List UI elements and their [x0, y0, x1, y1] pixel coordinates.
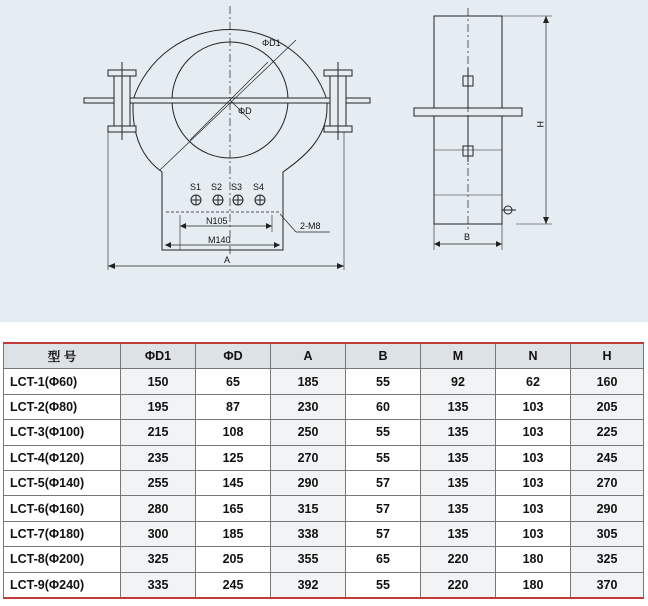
header-b: B [346, 343, 421, 369]
cell-phi-d1: 280 [121, 496, 196, 521]
table-row [4, 572, 644, 598]
header-phi-d1: ΦD1 [121, 343, 196, 369]
terminal-label-s1: S1 [190, 182, 202, 192]
cell-h: 160 [571, 369, 644, 394]
header-h: H [571, 343, 644, 369]
cell-m: 135 [421, 445, 496, 470]
table-row [4, 521, 644, 546]
cell-model: LCT-9(Φ240) [4, 572, 121, 598]
cell-phi-d1: 215 [121, 420, 196, 445]
cell-m: 135 [421, 521, 496, 546]
spec-table [3, 342, 644, 599]
table-row [4, 470, 644, 495]
cell-b: 65 [346, 547, 421, 572]
cell-h: 270 [571, 470, 644, 495]
cell-m: 135 [421, 420, 496, 445]
cell-a: 355 [271, 547, 346, 572]
cell-model: LCT-1(Φ60) [4, 369, 121, 394]
cell-model: LCT-7(Φ180) [4, 521, 121, 546]
cell-phi-d: 205 [196, 547, 271, 572]
cell-model: LCT-2(Φ80) [4, 394, 121, 419]
cell-phi-d: 145 [196, 470, 271, 495]
cell-phi-d: 185 [196, 521, 271, 546]
label-dim-h: H [535, 121, 545, 128]
cell-model: LCT-3(Φ100) [4, 420, 121, 445]
cell-n: 62 [496, 369, 571, 394]
cell-n: 103 [496, 496, 571, 521]
cell-phi-d1: 255 [121, 470, 196, 495]
cell-model: LCT-5(Φ140) [4, 470, 121, 495]
cell-a: 185 [271, 369, 346, 394]
cell-n: 103 [496, 470, 571, 495]
cell-a: 392 [271, 572, 346, 598]
cell-h: 305 [571, 521, 644, 546]
cell-a: 338 [271, 521, 346, 546]
terminal-label-s2: S2 [211, 182, 223, 192]
cell-n: 103 [496, 394, 571, 419]
terminal-label-s4: S4 [253, 182, 265, 192]
cell-b: 55 [346, 572, 421, 598]
cell-m: 135 [421, 496, 496, 521]
cell-a: 250 [271, 420, 346, 445]
table-row [4, 394, 644, 419]
cell-phi-d: 108 [196, 420, 271, 445]
table-header-row [4, 343, 644, 369]
cell-phi-d1: 325 [121, 547, 196, 572]
cell-h: 325 [571, 547, 644, 572]
cell-n: 180 [496, 572, 571, 598]
cell-m: 135 [421, 470, 496, 495]
cell-b: 57 [346, 521, 421, 546]
cell-n: 103 [496, 521, 571, 546]
cell-model: LCT-8(Φ200) [4, 547, 121, 572]
label-dim-n: N105 [206, 216, 228, 226]
cell-n: 103 [496, 445, 571, 470]
label-dim-m: M140 [208, 235, 231, 245]
terminal-label-s3: S3 [231, 182, 243, 192]
label-bolt: 2-M8 [300, 221, 321, 231]
cell-m: 220 [421, 547, 496, 572]
table-row [4, 369, 644, 394]
cell-phi-d: 87 [196, 394, 271, 419]
cell-phi-d1: 195 [121, 394, 196, 419]
cell-a: 290 [271, 470, 346, 495]
cell-phi-d: 245 [196, 572, 271, 598]
table-row [4, 547, 644, 572]
cell-a: 270 [271, 445, 346, 470]
cell-a: 315 [271, 496, 346, 521]
label-dim-a: A [224, 255, 231, 265]
cell-model: LCT-6(Φ160) [4, 496, 121, 521]
table-row [4, 496, 644, 521]
header-phi-d: ΦD [196, 343, 271, 369]
header-m: M [421, 343, 496, 369]
cell-phi-d1: 335 [121, 572, 196, 598]
cell-b: 60 [346, 394, 421, 419]
cell-phi-d: 125 [196, 445, 271, 470]
cell-phi-d1: 150 [121, 369, 196, 394]
cell-b: 55 [346, 445, 421, 470]
cell-phi-d1: 235 [121, 445, 196, 470]
header-n: N [496, 343, 571, 369]
cell-h: 205 [571, 394, 644, 419]
cell-h: 225 [571, 420, 644, 445]
label-dim-b: B [464, 232, 471, 242]
cell-h: 245 [571, 445, 644, 470]
cell-model: LCT-4(Φ120) [4, 445, 121, 470]
cell-m: 92 [421, 369, 496, 394]
cell-n: 103 [496, 420, 571, 445]
cell-b: 55 [346, 369, 421, 394]
label-phi-d1: ΦD1 [262, 38, 281, 48]
cell-n: 180 [496, 547, 571, 572]
table-body [4, 369, 644, 598]
cell-phi-d1: 300 [121, 521, 196, 546]
header-a: A [271, 343, 346, 369]
cell-b: 57 [346, 496, 421, 521]
cell-a: 230 [271, 394, 346, 419]
cell-b: 57 [346, 470, 421, 495]
cell-h: 370 [571, 572, 644, 598]
table-row [4, 420, 644, 445]
table-row [4, 445, 644, 470]
cell-h: 290 [571, 496, 644, 521]
cell-phi-d: 165 [196, 496, 271, 521]
header-model: 型 号 [4, 343, 121, 369]
cell-m: 220 [421, 572, 496, 598]
label-phi-d: ΦD [238, 106, 252, 116]
cell-m: 135 [421, 394, 496, 419]
cell-phi-d: 65 [196, 369, 271, 394]
cell-b: 55 [346, 420, 421, 445]
